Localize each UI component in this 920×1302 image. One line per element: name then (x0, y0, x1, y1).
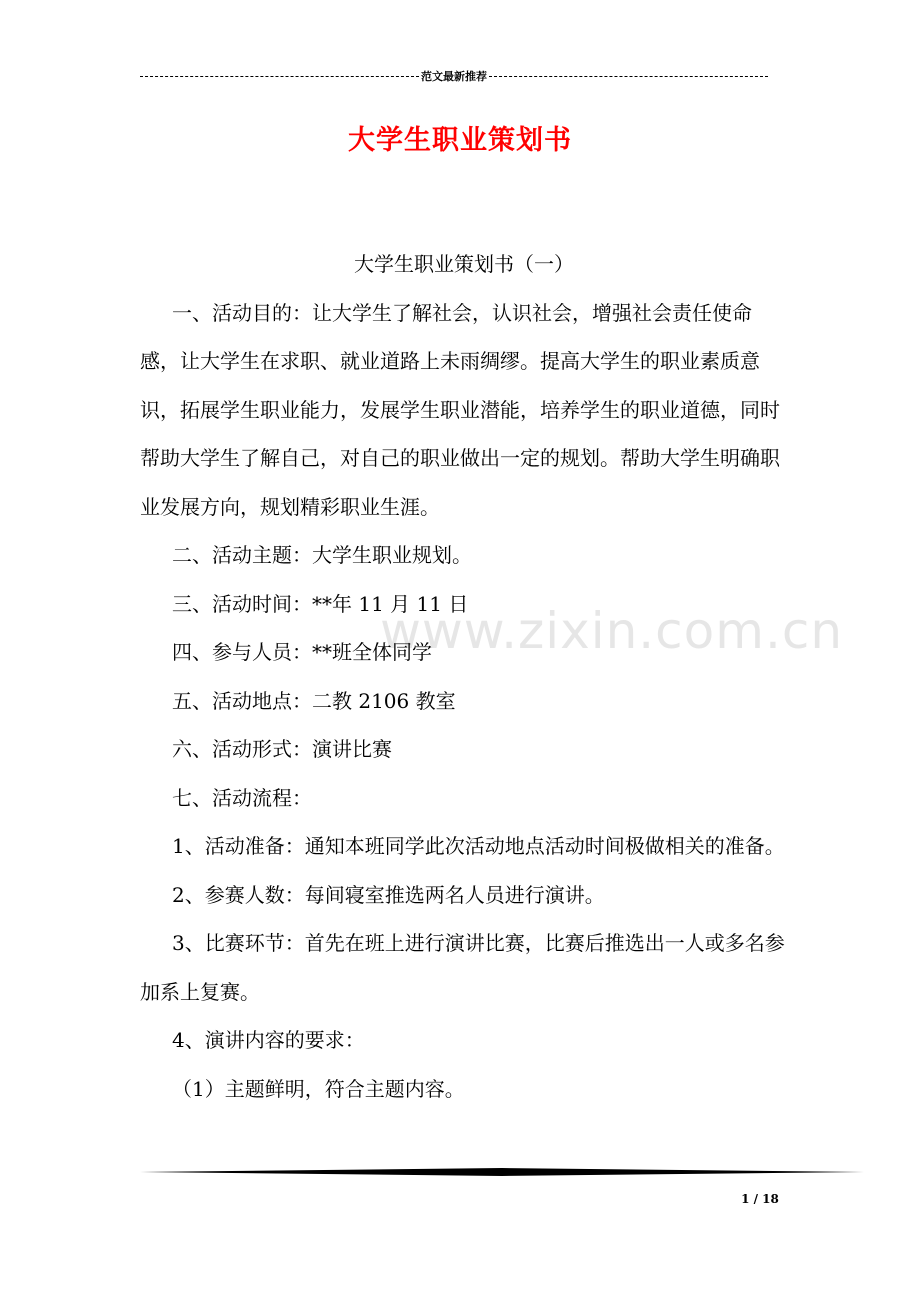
section-subtitle: 大学生职业策划书（一） (354, 252, 574, 276)
watermark: www.zixin.com.cn (380, 602, 844, 660)
paragraph-preparation: 1、活动准备：通知本班同学此次活动地点活动时间极做相关的准备。 (172, 834, 785, 858)
header-label: 范文最新推荐 (421, 70, 487, 83)
header-right-rule (489, 76, 768, 77)
paragraph-time: 三、活动时间：**年 11 月 11 日 (172, 591, 469, 616)
document-title: 大学生职业策划书 (348, 125, 572, 156)
paragraph-contestants: 2、参赛人数：每间寝室推选两名人员进行演讲。 (172, 882, 605, 907)
page-header (140, 66, 768, 86)
paragraph-competition: 3、比赛环节：首先在班上进行演讲比赛，比赛后推选出一人或多名参加系上复赛。 (140, 931, 785, 1004)
footer-rule (140, 1164, 864, 1180)
paragraph-location: 五、活动地点：二教 2106 教室 (172, 688, 456, 713)
document-body (140, 240, 788, 1113)
header-left-rule (140, 76, 419, 77)
paragraph-requirement-1: （1）主题鲜明，符合主题内容。 (172, 1076, 465, 1101)
paragraph-theme: 二、活动主题：大学生职业规划。 (172, 543, 472, 567)
paragraph-requirements: 4、演讲内容的要求： (172, 1028, 365, 1052)
paragraph-participants: 四、参与人员：**班全体同学 (172, 640, 432, 664)
paragraph-process: 七、活动流程： (172, 785, 312, 810)
page-number: 1 / 18 (741, 1192, 779, 1206)
paragraph-format: 六、活动形式：演讲比赛 (172, 737, 392, 761)
paragraph-purpose: 一、活动目的：让大学生了解社会，认识社会，增强社会责任使命感，让大学生在求职、就业道路上未雨绸缪。提高大学生的职业素质意识，拓展学生职业能力，发展学生职业潜能，培养学生的职业道德，同时帮助大学生了解自己，对自己的职业做出一定的规划。帮助大学生明确职业发展方向，规划精彩职业生涯。 (140, 300, 780, 519)
